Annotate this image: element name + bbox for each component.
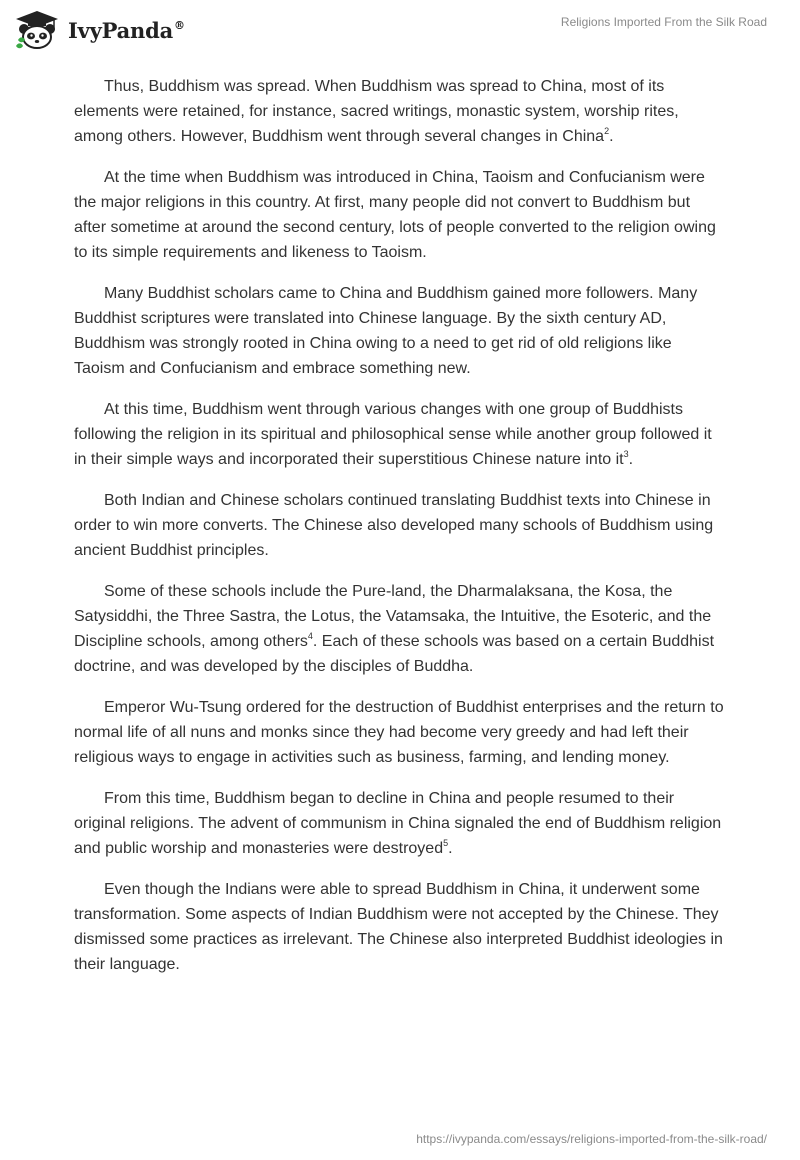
footnote-ref[interactable]: 4 (307, 631, 313, 641)
document-title: Religions Imported From the Silk Road (560, 15, 767, 29)
panda-graduation-icon (14, 10, 60, 50)
registered-mark: ® (174, 18, 185, 32)
ivypanda-logo[interactable] (14, 10, 185, 50)
footnote-ref[interactable]: 5 (443, 838, 449, 848)
paragraph: At the time when Buddhism was introduced in China, Taoism and Confucianism were the major religions in this country. At first, many people did not convert to Buddhism but after sometime at around the second century, lots of people converted to the religion owing to its simple requirements and likeness to Taoism. (74, 169, 716, 261)
paragraph: Many Buddhist scholars came to China and Buddhism gained more followers. Many Buddhist scriptures were translated into Chinese language. By the sixth century AD, Buddhism was strongly rooted in China owing to a need to get rid of old religions like Taoism and Confucianism and embrace something new. (74, 285, 698, 377)
paragraph: Even though the Indians were able to spread Buddhism in China, it underwent some transformation. Some aspects of Indian Buddhism were not accepted by the Chinese. They dismissed some practices as irrelevant. The Chinese also interpreted Buddhist ideologies in their language. (74, 881, 723, 973)
footnote-ref[interactable]: 3 (623, 449, 629, 459)
brand-name: IvyPanda® (68, 17, 185, 43)
paragraph: From this time, Buddhism began to decline in China and people resumed to their original religions. The advent of communism in China signaled the end of Buddhism religion and public worship and monasteries were destroyed$^5$. (74, 790, 722, 857)
paragraph: Some of these schools include the Pure-land, the Dharmalaksana, the Kosa, the Satysiddhi, the Three Sastra, the Lotus, the Vatamsaka, the Intuitive, the Esoteric, and the Discipline schools, among others$^4$. Each of these schools was based on a certain Buddhist doctrine, and was developed by the disciples of Buddha. (74, 583, 715, 675)
footnote-ref[interactable]: 2 (604, 126, 610, 136)
source-url-link[interactable]: https://ivypanda.com/essays/religions-imported-from-the-silk-road/ (416, 1132, 767, 1146)
paragraph: Thus, Buddhism was spread. When Buddhism was spread to China, most of its elements were retained, for instance, sacred writings, monastic system, worship rites, among others. However, Buddhism went through several changes in China$^2$. (74, 78, 679, 145)
paragraph: Emperor Wu-Tsung ordered for the destruction of Buddhist enterprises and the return to normal life of all nuns and monks since they had become very greedy and had left their religious ways to engage in activities such as business, farming, and lending money. (74, 699, 724, 766)
essay-body (74, 74, 724, 993)
page-header (0, 0, 800, 62)
paragraph: At this time, Buddhism went through various changes with one group of Buddhists following the religion in its spiritual and philosophical sense while another group followed it in their simple ways and incorporated their superstitious Chinese nature into $it^3$. (74, 401, 712, 468)
paragraph: Both Indian and Chinese scholars continued translating Buddhist texts into Chinese in order to win more converts. The Chinese also developed many schools of Buddhism using ancient Buddhist principles. (74, 492, 714, 559)
